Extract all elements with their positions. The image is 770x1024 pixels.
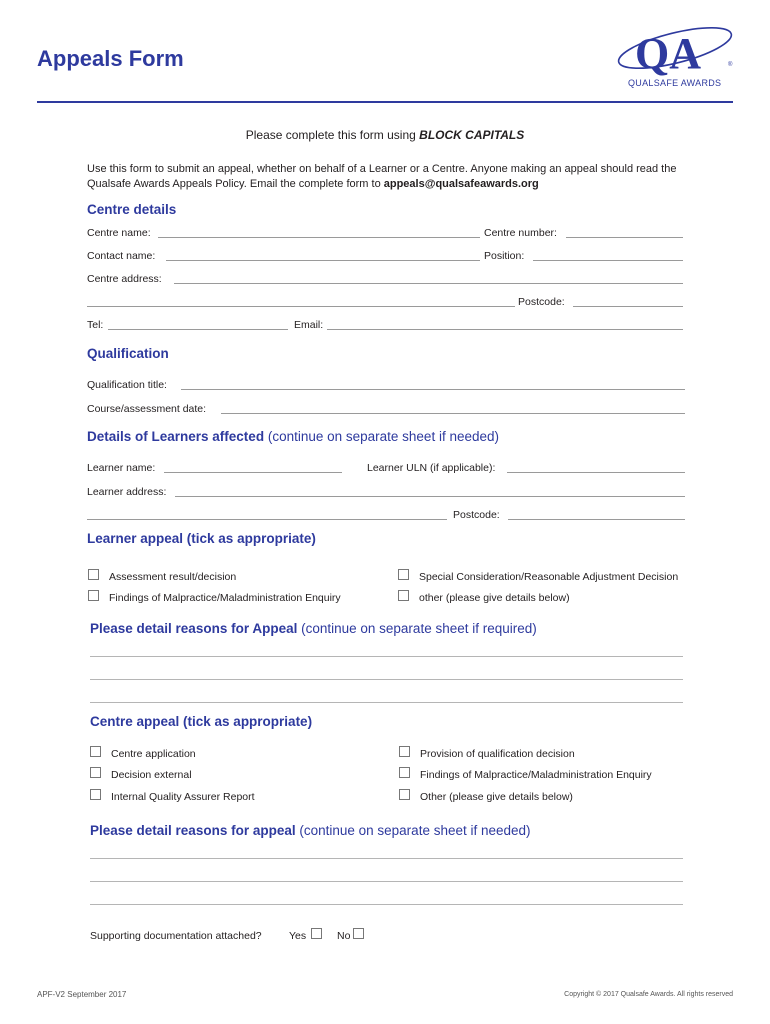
footer-copyright: Copyright © 2017 Qualsafe Awards. All rights reserved	[564, 991, 733, 998]
supporting-yes-label: Yes	[289, 930, 307, 942]
centre-number-label: Centre number:	[484, 227, 557, 239]
section-heading-learner-appeal: Learner appeal (tick as appropriate)	[87, 531, 316, 546]
qualification-title-label: Qualification title:	[87, 379, 167, 391]
learner-reasons-line-1[interactable]	[90, 656, 683, 657]
email-label: Email:	[294, 319, 324, 331]
checkbox-decision-external[interactable]	[90, 767, 101, 778]
option-special-consideration: Special Consideration/Reasonable Adjustment Decision	[419, 571, 679, 583]
position-label: Position:	[484, 250, 525, 262]
learner-reasons-line-2[interactable]	[90, 679, 683, 680]
course-date-label: Course/assessment date:	[87, 403, 207, 415]
learners-heading-note: (continue on separate sheet if needed)	[267, 429, 499, 444]
centre-name-label: Centre name:	[87, 227, 151, 239]
intro-text: Use this form to submit an appeal, whether on behalf of a Learner or a Centre. Anyone making an appeal should read the Qualsafe Awards Appeals Policy. Email the complete form to	[87, 163, 677, 190]
centre-reasons-line-1[interactable]	[90, 858, 683, 859]
instruction-prefix: Please complete this form using	[245, 128, 420, 142]
contact-name-field[interactable]	[166, 260, 480, 261]
centre-address-label: Centre address:	[87, 273, 162, 285]
learner-postcode-field[interactable]	[508, 519, 685, 520]
contact-name-label: Contact name:	[87, 250, 156, 262]
learner-address-field-2[interactable]	[87, 519, 447, 520]
centre-address-field[interactable]	[174, 283, 683, 284]
tel-label: Tel:	[87, 319, 104, 331]
supporting-no-label: No	[337, 930, 351, 942]
checkbox-supporting-no[interactable]	[353, 928, 364, 939]
learner-uln-label: Learner ULN (if applicable):	[367, 462, 496, 474]
centre-name-field[interactable]	[158, 237, 480, 238]
checkbox-supporting-yes[interactable]	[311, 928, 322, 939]
section-heading-centre-appeal: Centre appeal (tick as appropriate)	[90, 714, 313, 729]
checkbox-provision-decision[interactable]	[399, 746, 410, 757]
checkbox-learner-malpractice[interactable]	[88, 590, 99, 601]
position-field[interactable]	[533, 260, 683, 261]
svg-text:QA: QA	[635, 29, 701, 78]
header-divider	[37, 101, 733, 103]
option-centre-application: Centre application	[111, 748, 196, 760]
learner-postcode-label: Postcode:	[453, 509, 500, 521]
centre-reasons-line-3[interactable]	[90, 904, 683, 905]
section-heading-qualification: Qualification	[87, 346, 169, 361]
learner-address-field[interactable]	[175, 496, 685, 497]
checkbox-learner-other[interactable]	[398, 590, 409, 601]
page-title: Appeals Form	[37, 46, 184, 71]
section-heading-centre-reasons	[90, 823, 531, 838]
section-heading-centre-details: Centre details	[87, 202, 177, 217]
tel-field[interactable]	[108, 329, 288, 330]
footer-version: APF-V2 September 2017	[37, 990, 127, 999]
checkbox-special-consideration[interactable]	[398, 569, 409, 580]
learner-reasons-heading-note: (continue on separate sheet if required)	[301, 621, 537, 636]
centre-reasons-heading-text: Please detail reasons for appeal	[90, 823, 296, 838]
supporting-docs-label: Supporting documentation attached?	[90, 930, 262, 942]
logo-subtitle: QUALSAFE AWARDS	[628, 78, 722, 88]
course-date-field[interactable]	[221, 413, 685, 414]
appeals-email[interactable]: appeals@qualsafeawards.org	[383, 178, 539, 190]
learner-name-label: Learner name:	[87, 462, 156, 474]
option-learner-malpractice: Findings of Malpractice/Maladministration Enquiry	[109, 592, 341, 604]
section-heading-learners	[87, 429, 499, 444]
checkbox-assessment-result[interactable]	[88, 569, 99, 580]
option-centre-malpractice: Findings of Malpractice/Maladministration Enquiry	[420, 769, 652, 781]
option-assessment-result: Assessment result/decision	[109, 571, 237, 583]
learner-reasons-line-3[interactable]	[90, 702, 683, 703]
checkbox-centre-other[interactable]	[399, 789, 410, 800]
intro-paragraph	[87, 162, 697, 192]
instruction-text	[0, 128, 770, 142]
centre-postcode-field[interactable]	[573, 306, 683, 307]
option-decision-external: Decision external	[111, 769, 192, 781]
learner-name-field[interactable]	[164, 472, 342, 473]
learners-heading-text: Details of Learners affected	[87, 429, 265, 444]
option-learner-other: other (please give details below)	[419, 592, 570, 604]
section-heading-learner-reasons	[90, 621, 537, 636]
centre-reasons-heading-note: (continue on separate sheet if needed)	[299, 823, 531, 838]
checkbox-iqa-report[interactable]	[90, 789, 101, 800]
checkbox-centre-application[interactable]	[90, 746, 101, 757]
qualification-title-field[interactable]	[181, 389, 685, 390]
centre-address-field-2[interactable]	[87, 306, 515, 307]
option-iqa-report: Internal Quality Assurer Report	[111, 791, 255, 803]
svg-text:®: ®	[728, 62, 733, 68]
centre-reasons-line-2[interactable]	[90, 881, 683, 882]
checkbox-centre-malpractice[interactable]	[399, 767, 410, 778]
email-field[interactable]	[327, 329, 683, 330]
learner-uln-field[interactable]	[507, 472, 685, 473]
option-centre-other: Other (please give details below)	[420, 791, 573, 803]
centre-number-field[interactable]	[566, 237, 683, 238]
centre-postcode-label: Postcode:	[518, 296, 565, 308]
learner-address-label: Learner address:	[87, 486, 167, 498]
instruction-emphasis: BLOCK CAPITALS	[419, 128, 525, 142]
option-provision-decision: Provision of qualification decision	[420, 748, 575, 760]
learner-reasons-heading-text: Please detail reasons for Appeal	[90, 621, 298, 636]
